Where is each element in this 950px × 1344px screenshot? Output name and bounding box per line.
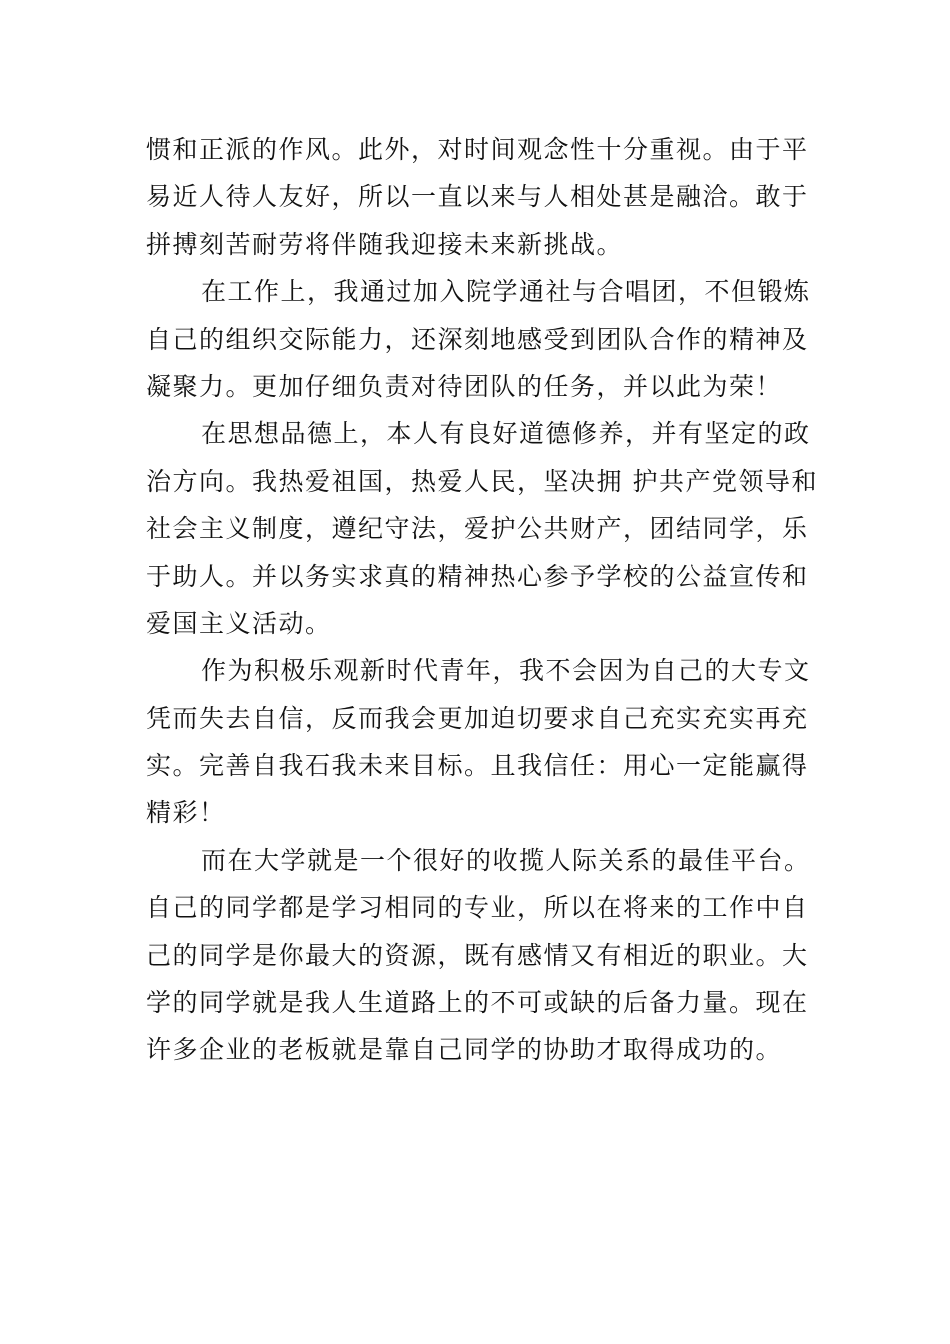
text-line: 凭而失去自信，反而我会更加迫切要求自己充实充实再充: [146, 703, 809, 733]
text-line: 实。完善自我石我未来目标。且我信任：用心一定能赢得: [146, 751, 809, 781]
text-line: 于助人。并以务实求真的精神热心参予学校的公益宣传和: [146, 561, 809, 591]
text-line: 治方向。我热爱祖国，热爱人民，坚决拥 护共产党领导和: [146, 466, 818, 496]
body-text: [146, 126, 818, 1074]
text-line: 精彩！: [146, 798, 226, 828]
text-line: 爱国主义活动。: [146, 608, 332, 638]
text-line: 自己的同学都是学习相同的专业，所以在将来的工作中自: [146, 893, 809, 923]
text-line: 学的同学就是我人生道路上的不可或缺的后备力量。现在: [146, 988, 809, 1018]
text-line: 惯和正派的作风。此外，对时间观念性十分重视。由于平: [146, 135, 809, 164]
paragraph-start-line: 作为积极乐观新时代青年，我不会因为自己的大专文: [201, 656, 811, 686]
paragraph-start-line: 在思想品德上，本人有良好道德修养，并有坚定的政: [201, 419, 811, 449]
text-line: 拼搏刻苦耐劳将伴随我迎接未来新挑战。: [146, 229, 624, 259]
text-line: 易近人待人友好，所以一直以来与人相处甚是融洽。敢于: [146, 182, 809, 212]
text-line: 许多企业的老板就是靠自己同学的协助才取得成功的。: [146, 1035, 783, 1065]
paragraph-start-line: 而在大学就是一个很好的收揽人际关系的最佳平台。: [201, 845, 811, 875]
paragraph-start-line: 在工作上，我通过加入院学通社与合唱团，不但锻炼: [201, 277, 811, 307]
text-line: 自己的组织交际能力，还深刻地感受到团队合作的精神及: [146, 324, 809, 354]
text-line: 己的同学是你最大的资源，既有感情又有相近的职业。大: [146, 940, 809, 970]
text-line: 社会主义制度，遵纪守法，爱护公共财产，团结同学，乐: [146, 514, 809, 544]
text-line: 凝聚力。更加仔细负责对待团队的任务，并以此为荣！: [146, 371, 783, 401]
